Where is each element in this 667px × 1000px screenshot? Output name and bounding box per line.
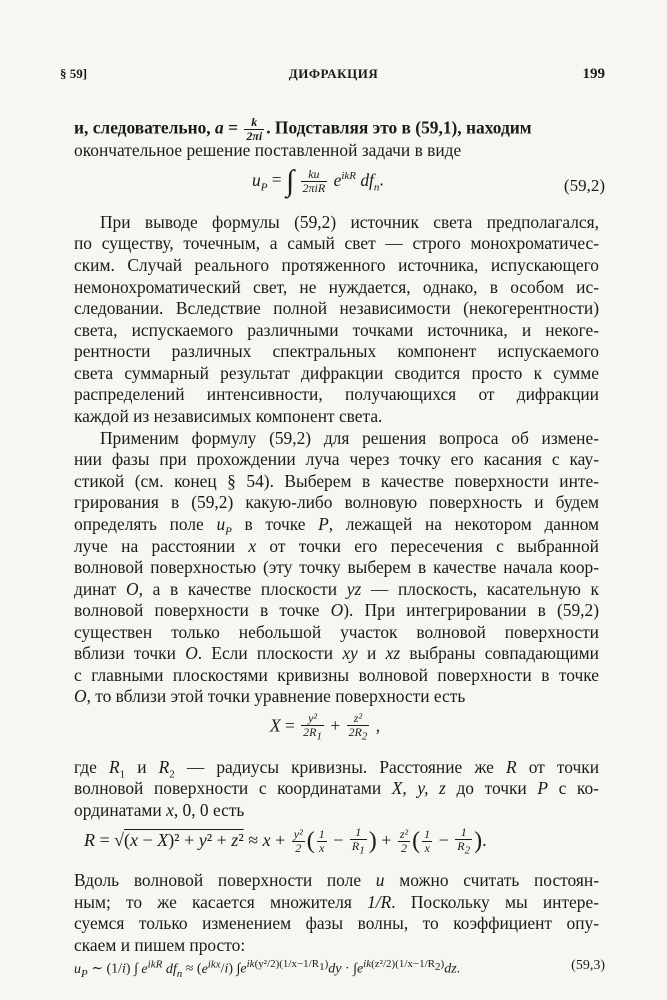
text-line: нии фазы при прохождении луча через точку его касания с кау- [74,449,599,469]
text-line: волновой поверхности с координатами X, y, z до точки P с ко- [74,778,599,798]
text-line: Вдоль волновой поверхности поле u можно считать постоян- [74,870,599,890]
text-line: грирования в (59,2) какую-либо волновую поверхность и будем [74,492,599,512]
text-line: существен только небольшой участок волновой поверхности [74,622,599,642]
text-line: волновой поверхностью (эту точку выберем в качестве начала коор- [74,557,599,577]
equation-distance: R = √(x − X)² + y² + z² ≈ x + $\frac{\text{y²}}{2}$ ( $\frac{1}{x}$ − $\frac{1}{R_1}$ ) + $\frac{\text{z²}}{2}$ ( $\frac{1}{x}$ − $\frac{1}{R_2}$ ). [84,825,487,857]
page-number: 199 [582,66,605,82]
text-line: с главными плоскостями кривизны волновой поверхности в точке [74,665,599,685]
text-line: скаем и пишем просто: [74,935,246,955]
equation-number: (59,2) [563,176,605,195]
text-line: ординатами x, 0, 0 есть [74,800,245,820]
section-marker: § 59] [60,66,88,81]
running-title: ДИФРАКЦИЯ [288,66,379,81]
text-line: O, то вблизи этой точки уравнение поверхности есть [74,686,466,706]
text-line: немонохроматический свет, не нуждается, однако, в особом ис- [74,277,599,297]
text-line: света, испускаемого различными точками источника, и некоге- [74,320,599,340]
text-line: рентности различных спектральных компонент испускаемого [74,341,599,361]
text-line: ским. Случай реального протяженного источника, испускающего [74,255,599,275]
text-line: динат O, а в качестве плоскости yz — плоскость, касательную к [74,579,599,599]
text-line: суемся только изменением фазы волны, то коэффициент опу- [74,913,599,933]
equation-59-2: $u_P$ = ∫ $\frac{ku}{\text{2πiR}}$ $e^{ikR}$ $df_n$. [252,164,384,198]
equation-surface: X = $\frac{\text{y²}}{2R_1}$ + $\frac{\text{z²}}{2R_2}$ , [270,711,381,743]
text-line: и, следовательно, a = $\frac{k}{2\pi i}$ . Подставляя это в (59,1), находим [74,115,532,143]
text-line: окончательное решение поставленной задачи в виде [74,140,462,160]
text-line: определять поле $u_P$ в точке P, лежащей на некотором данном [74,514,599,538]
text-line: Применим формулу (59,2) для решения вопроса об измене- [100,428,599,448]
equation-number: (59,3) [571,958,605,973]
text-line: распределений интенсивности, получающихся от дифракции [74,384,599,404]
text-line: следовании. Вследствие полной независимости (некогерентности) [74,298,599,318]
text-line: по существу, точечным, а самый свет — строго монохроматичес- [74,233,599,253]
text-line: где $R_1$ и $R_2$ — радиусы кривизны. Расстояние же R от точки [74,757,599,781]
text-line: луче на расстоянии x от точки его пересечения с выбранной [74,536,599,556]
text-line: волновой поверхности в точке O). При интегрировании в (59,2) [74,600,599,620]
text-line: При выводе формулы (59,2) источник света предполагался, [100,212,599,232]
text-line: стикой (см. конец § 54). Выберем в качестве поверхности инте- [74,471,599,491]
text-line: ным; то же касается множителя 1/R. Поскольку мы интере- [74,892,599,912]
text-line: вблизи точки O. Если плоскости xy и xz выбраны совпадающими [74,643,599,663]
text-line: каждой из независимых компонент света. [74,406,383,426]
equation-59-3: $u_P$ ∼ (1/i) ∫ $e^{ikR}$ $df_n \approx (e^{ikx}/i) \int e^{ik(y^2/2)(1/x-1/R_1)}dy \cdot \int e^{ik(z^2/2)(1/x-1/R_2)}dz$. [74,958,461,980]
text-line: света суммарный результат дифракции сводится просто к сумме [74,363,599,383]
